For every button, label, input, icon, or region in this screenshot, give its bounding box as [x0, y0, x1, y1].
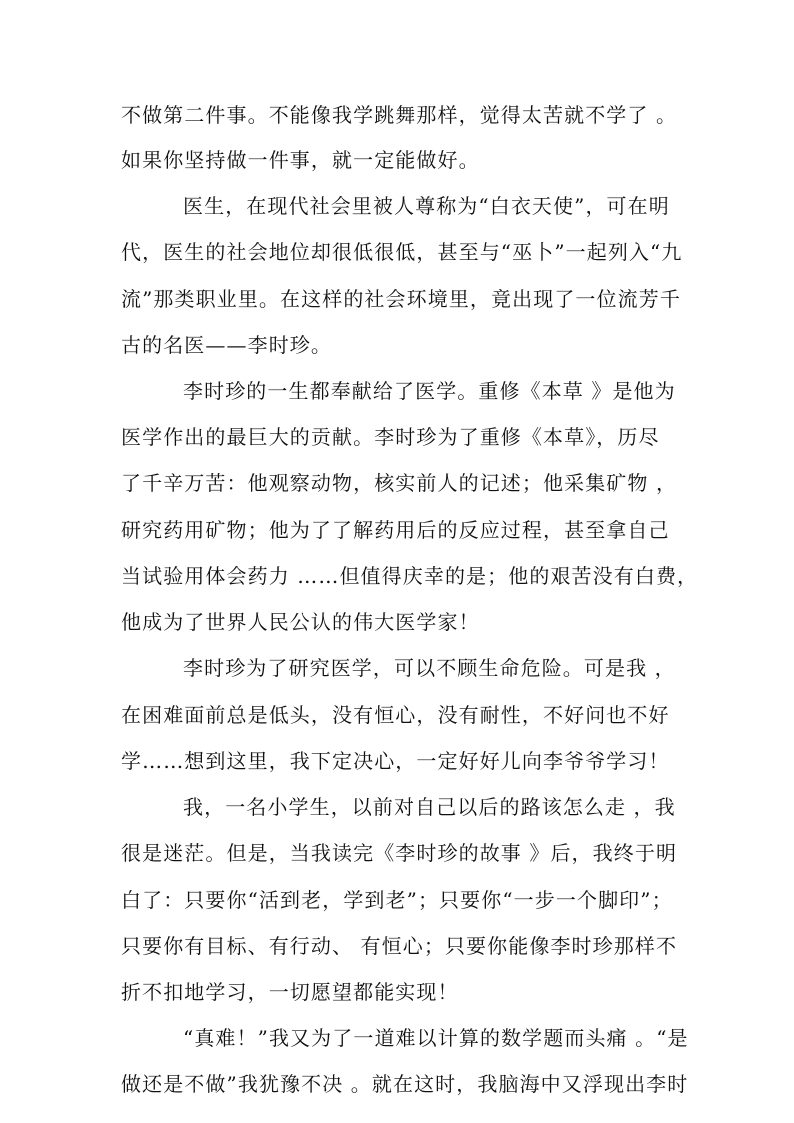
text-line: 研究药用矿物；他为了了解药用后的反应过程，甚至拿自己	[121, 518, 670, 542]
text-line: 了千辛万苦：他观察动物，核实前人的记述；他采集矿物 ，	[121, 471, 678, 495]
text-line: 流”那类职业里。在这样的社会环境里，竟出现了一位流芳千	[121, 287, 681, 311]
text-line: 医学作出的最巨大的贡献。李时珍为了重修《本草》，历尽	[121, 425, 660, 449]
paragraph-start-line: 我，一名小学生，以前对自己以后的路该怎么走 ，我	[183, 795, 676, 819]
text-line: 学……想到这里，我下定决心，一定好好儿向李爷爷学习！	[121, 749, 670, 773]
text-line: 古的名医——李时珍。	[121, 333, 332, 357]
text-line: 只要你有目标、有行动、 有恒心；只要你能像李时珍那样不	[121, 934, 678, 958]
text-line: 很是迷茫。但是，当我读完《李时珍的故事 》后，我终于明	[121, 841, 678, 865]
text-line: 他成为了世界人民公认的伟大医学家！	[121, 610, 480, 634]
text-line: 不做第二件事。不能像我学跳舞那样，觉得太苦就不学了 。	[121, 103, 678, 127]
paragraph-start-line: 医生，在现代社会里被人尊称为“白衣天使”，可在明	[183, 194, 670, 218]
text-line: 代，医生的社会地位却很低很低，甚至与“巫卜”一起列入“九	[121, 240, 683, 264]
text-line: 在困难面前总是低头，没有恒心，没有耐性，不好问也不好	[121, 703, 670, 727]
paragraph-start-line: 李时珍为了研究医学，可以不顾生命危险。可是我 ，	[183, 656, 676, 680]
text-line: 做还是不做”我犹豫不决 。就在这时，我脑海中又浮现出李时	[121, 1072, 689, 1096]
text-line: 当试验用体会药力 ……但值得庆幸的是；他的艰苦没有白费，	[121, 564, 699, 588]
text-line: 白了：只要你“活到老，学到老”；只要你“一步一个脚印”；	[121, 888, 673, 912]
text-line: 折不扣地学习，一切愿望都能实现！	[121, 980, 459, 1004]
paragraph-start-line: “真难！”我又为了一道难以计算的数学题而头痛 。“是	[183, 1026, 689, 1050]
text-line: 如果你坚持做一件事，就一定能做好。	[121, 148, 480, 172]
paragraph-start-line: 李时珍的一生都奉献给了医学。重修《本草 》是他为	[183, 379, 676, 403]
